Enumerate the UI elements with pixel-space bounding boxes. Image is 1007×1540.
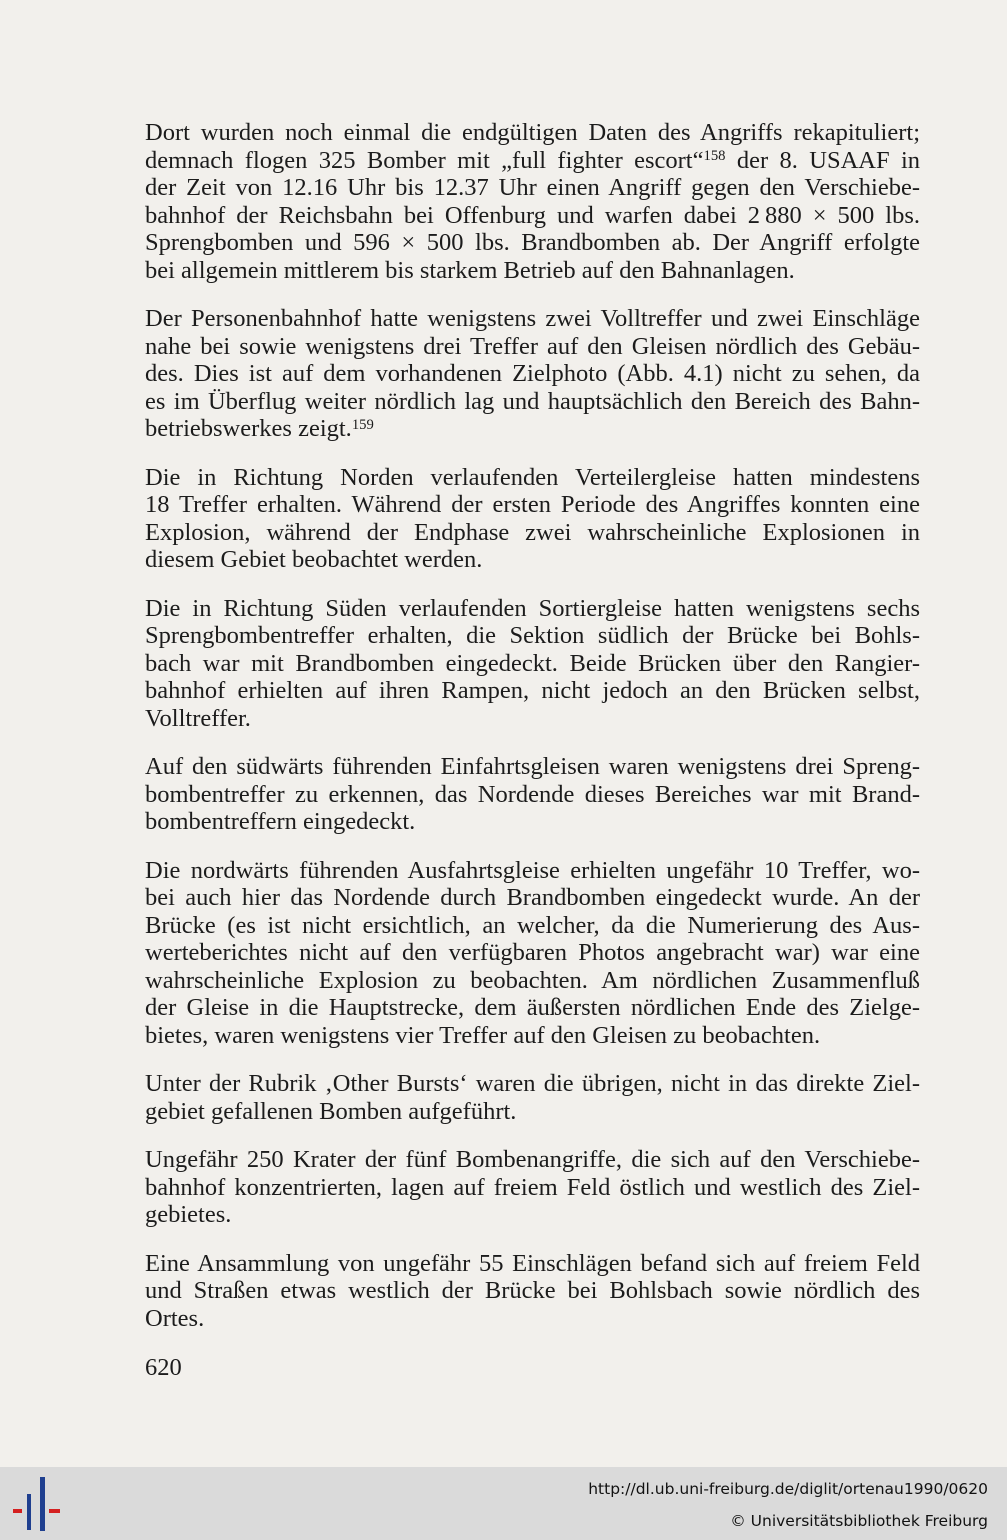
paragraph bbox=[145, 595, 920, 733]
text-line: Dort wurden noch einmal die endgültigen Daten des Angriffs rekapituliert; bbox=[145, 119, 920, 146]
text-line: der Gleise in die Hauptstrecke, dem äußersten nördlichen Ende des Zielge- bbox=[145, 994, 920, 1021]
text-line: 18 Treffer erhalten. Während der ersten Periode des Angriffes konnten eine bbox=[145, 491, 920, 518]
text-line: Die in Richtung Süden verlaufenden Sortiergleise hatten wenigstens sechs bbox=[145, 594, 920, 622]
copyright-notice: © Universitätsbibliothek Freiburg bbox=[730, 1512, 988, 1530]
text-line: Sprengbomben und 596 × 500 lbs. Brandbomben ab. Der Angriff erfolgte bbox=[145, 229, 920, 256]
text-segment: der 8. USAAF in bbox=[725, 146, 921, 174]
text-line: bach war mit Brandbomben eingedeckt. Beide Brücken über den Rangier- bbox=[145, 649, 920, 677]
text-line: Volltreffer. bbox=[145, 704, 251, 732]
paragraph bbox=[145, 1146, 920, 1229]
text-line: Eine Ansammlung von ungefähr 55 Einschlägen befand sich auf freiem Feld bbox=[145, 1249, 920, 1277]
paragraph bbox=[145, 119, 920, 284]
text-line: Der Personenbahnhof hatte wenigstens zwei Volltreffer und zwei Einschläge bbox=[145, 305, 920, 332]
text-line: bombentreffer zu erkennen, das Nordende dieses Bereiches war mit Brand- bbox=[145, 780, 920, 808]
source-url-link[interactable]: http://dl.ub.uni-freiburg.de/diglit/ortenau1990/0620 bbox=[588, 1480, 988, 1498]
text-line: des. Dies ist auf dem vorhandenen Zielphoto (Abb. 4.1) nicht zu sehen, da bbox=[145, 360, 920, 387]
paragraph bbox=[145, 305, 920, 443]
text-line: wahrscheinliche Explosion zu beobachten. Am nördlichen Zusammenfluß bbox=[145, 966, 920, 994]
text-line: Die nordwärts führenden Ausfahrtsgleise erhielten ungefähr 10 Treffer, wo- bbox=[145, 856, 920, 884]
text-line: Ungefähr 250 Krater der fünf Bombenangriffe, die sich auf den Verschiebe- bbox=[145, 1146, 920, 1173]
text-line: Auf den südwärts führenden Einfahrtsgleisen waren wenigstens drei Spreng- bbox=[145, 753, 920, 780]
text-line: Explosion, während der Endphase zwei wahrscheinliche Explosionen in bbox=[145, 518, 920, 546]
text-line: Ortes. bbox=[145, 1304, 205, 1332]
text-line: bahnhof der Reichsbahn bei Offenburg und warfen dabei 2 880 × 500 lbs. bbox=[145, 201, 920, 229]
text-line: es im Überflug weiter nördlich lag und hauptsächlich den Bereich des Bahn- bbox=[145, 387, 920, 415]
text-segment: betriebswerkes zeigt. bbox=[145, 415, 352, 442]
text-line: Sprengbombentreffer erhalten, die Sektion südlich der Brücke bei Bohls- bbox=[145, 622, 920, 649]
text-line: diesem Gebiet beobachtet werden. bbox=[145, 546, 483, 573]
library-footer bbox=[0, 1467, 1007, 1540]
text-line: Brücke (es ist nicht ersichtlich, an welcher, da die Numerierung des Aus- bbox=[145, 911, 920, 939]
text-line: und Straßen etwas westlich der Brücke bei Bohlsbach sowie nördlich des bbox=[145, 1277, 920, 1304]
page-number: 620 bbox=[145, 1354, 182, 1381]
text-line: bei allgemein mittlerem bis starkem Betrieb auf den Bahnanlagen. bbox=[145, 256, 795, 284]
text-line: der Zeit von 12.16 Uhr bis 12.37 Uhr einen Angriff gegen den Verschiebe- bbox=[145, 174, 920, 201]
footnote-reference: 159 bbox=[351, 416, 374, 433]
text-line: bei auch hier das Nordende durch Brandbomben eingedeckt wurde. An der bbox=[145, 884, 920, 911]
paragraph bbox=[145, 1070, 920, 1125]
text-line: Die in Richtung Norden verlaufenden Verteilergleise hatten mindestens bbox=[145, 463, 920, 491]
text-segment: demnach flogen 325 Bomber mit „full fighter escort“ bbox=[145, 146, 704, 174]
text-line: gebiet gefallenen Bomben aufgeführt. bbox=[145, 1097, 517, 1125]
text-line: bietes, waren wenigstens vier Treffer auf den Gleisen zu beobachten. bbox=[145, 1021, 821, 1049]
text-line: nahe bei sowie wenigstens drei Treffer auf den Gleisen nördlich des Gebäu- bbox=[145, 332, 920, 360]
paragraph bbox=[145, 753, 920, 836]
footnote-reference: 158 bbox=[703, 148, 726, 165]
body-text bbox=[145, 119, 920, 1353]
ub-freiburg-logo-icon bbox=[0, 1467, 70, 1540]
text-line: werteberichtes nicht auf den verfügbaren Photos angebracht war) war eine bbox=[145, 939, 920, 966]
paragraph bbox=[145, 464, 920, 574]
text-line bbox=[145, 415, 920, 443]
text-line: gebietes. bbox=[145, 1201, 232, 1228]
text-line bbox=[145, 147, 920, 175]
paragraph bbox=[145, 857, 920, 1050]
text-line: Unter der Rubrik ‚Other Bursts‘ waren die übrigen, nicht in das direkte Ziel- bbox=[145, 1070, 920, 1097]
paragraph bbox=[145, 1250, 920, 1333]
text-line: bombentreffern eingedeckt. bbox=[145, 808, 416, 835]
text-line: bahnhof konzentrierten, lagen auf freiem Feld östlich und westlich des Ziel- bbox=[145, 1173, 920, 1201]
text-line: bahnhof erhielten auf ihren Rampen, nicht jedoch an den Brücken selbst, bbox=[145, 677, 920, 704]
